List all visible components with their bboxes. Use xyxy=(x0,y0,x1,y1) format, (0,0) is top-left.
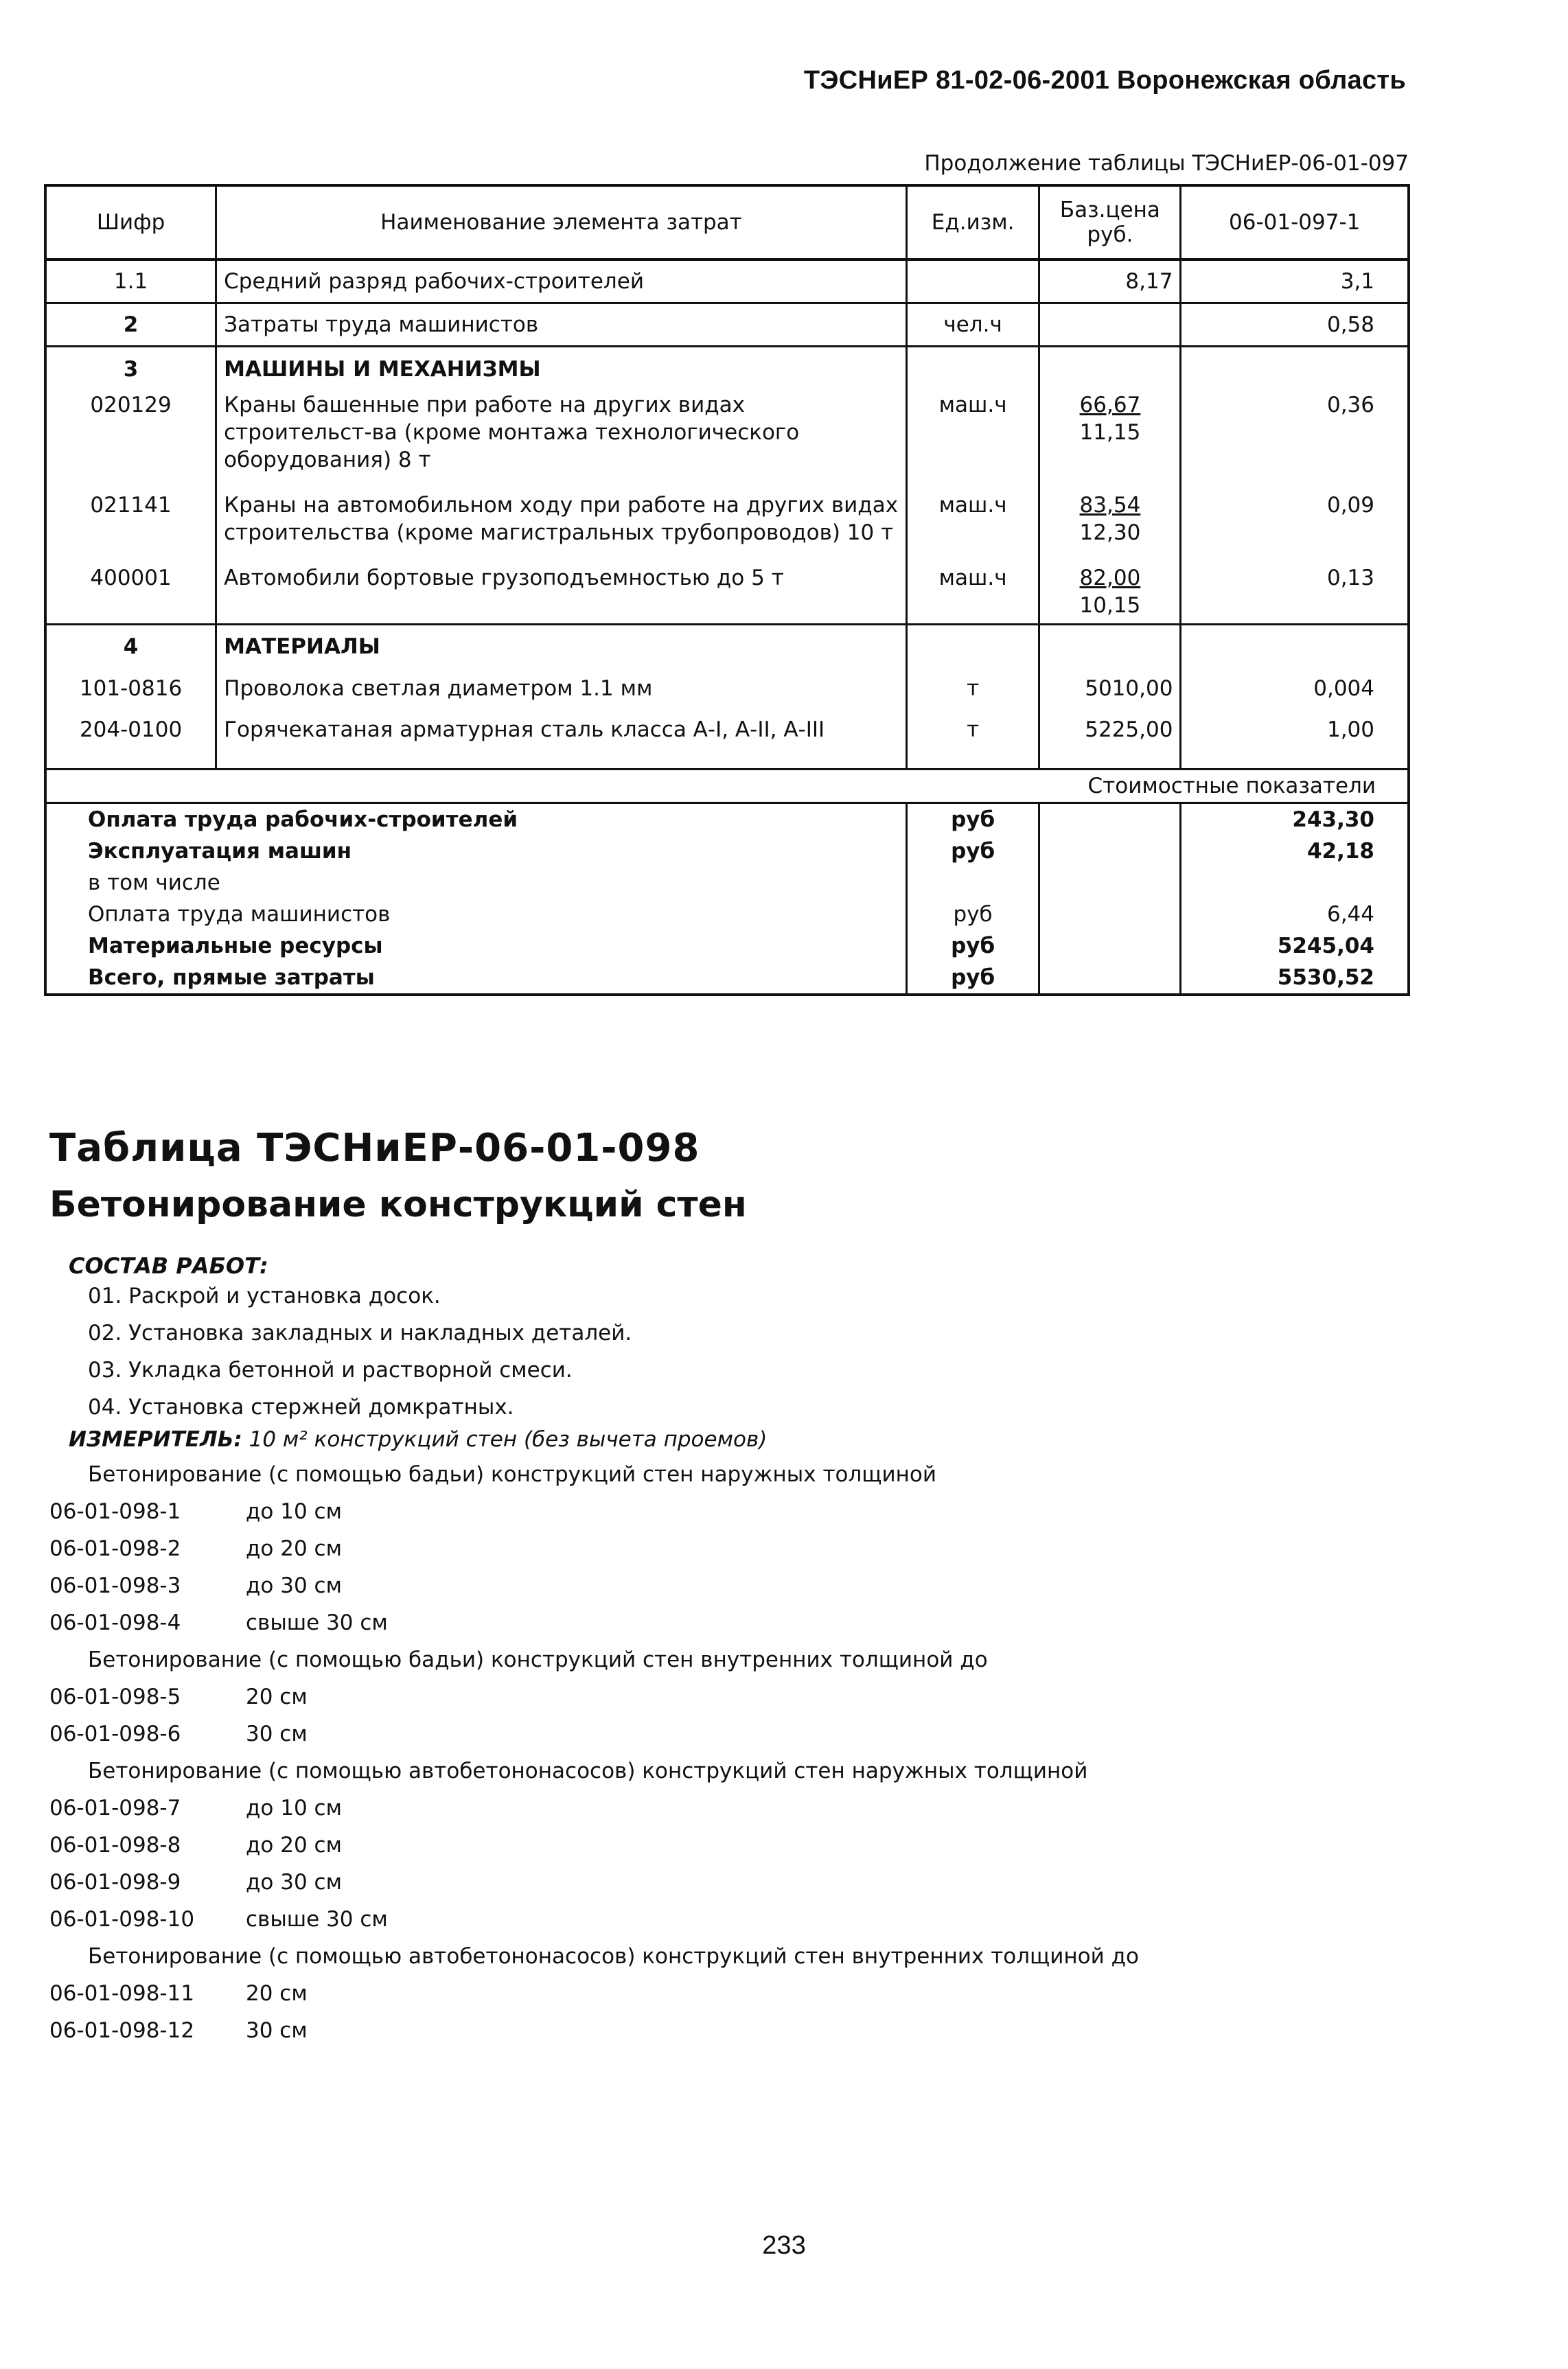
table-row xyxy=(45,625,1409,669)
list-item: 06-01-098-9 до 30 см xyxy=(49,1870,342,1895)
table-row xyxy=(45,492,1409,546)
row-price xyxy=(1039,303,1181,347)
summary-unit: руб xyxy=(906,835,1039,867)
row-value: 1,00 xyxy=(1181,709,1409,750)
work-item: 02. Установка закладных и накладных деталей. xyxy=(88,1321,632,1345)
row-unit: маш.ч xyxy=(906,564,1039,625)
col-header-name: Наименование элемента затрат xyxy=(216,185,907,259)
list-item: 06-01-098-7 до 10 см xyxy=(49,1796,342,1821)
col-header-price: Баз.цена руб. xyxy=(1039,185,1181,259)
page-number: 233 xyxy=(762,2231,806,2260)
list-item: 06-01-098-10 свыше 30 см xyxy=(49,1907,388,1932)
summary-row xyxy=(45,803,1409,836)
row-price: 66,67 11,15 xyxy=(1039,391,1181,474)
summary-row xyxy=(45,835,1409,867)
table-header-row xyxy=(45,185,1409,259)
table-row xyxy=(45,709,1409,750)
row-code: 2 xyxy=(45,303,216,347)
col-header-norm: 06-01-097-1 xyxy=(1181,185,1409,259)
summary-label: Эксплуатация машин xyxy=(45,835,906,867)
page-header: ТЭСНиЕР 81-02-06-2001 Воронежская область xyxy=(803,66,1406,95)
list-item: 06-01-098-1 до 10 см xyxy=(49,1499,342,1524)
col-header-unit: Ед.изм. xyxy=(906,185,1039,259)
summary-unit: руб xyxy=(906,930,1039,962)
summary-row xyxy=(45,962,1409,995)
row-value: 0,13 xyxy=(1181,564,1409,625)
measure-line xyxy=(69,1427,767,1452)
group-heading: Бетонирование (с помощью автобетононасосов) конструкций стен наружных толщиной xyxy=(88,1759,1088,1783)
row-code: 3 xyxy=(45,347,216,392)
row-unit xyxy=(906,259,1039,303)
summary-unit: руб xyxy=(906,899,1039,930)
summary-unit: руб xyxy=(906,803,1039,836)
table-row xyxy=(45,347,1409,392)
summary-unit: руб xyxy=(906,962,1039,995)
table-subtitle: Бетонирование конструкций стен xyxy=(49,1184,747,1225)
table-row xyxy=(45,668,1409,709)
table-row xyxy=(45,303,1409,347)
row-code: 400001 xyxy=(45,564,216,625)
row-code: 020129 xyxy=(45,391,216,474)
row-price: 5225,00 xyxy=(1039,709,1181,750)
summary-value: 243,30 xyxy=(1181,803,1409,836)
work-item: 01. Раскрой и установка досок. xyxy=(88,1284,441,1308)
summary-label: Материальные ресурсы xyxy=(45,930,906,962)
row-unit: чел.ч xyxy=(906,303,1039,347)
list-item: 06-01-098-8 до 20 см xyxy=(49,1833,342,1858)
section-title: МАШИНЫ И МЕХАНИЗМЫ xyxy=(216,347,907,392)
list-item: 06-01-098-12 30 см xyxy=(49,2018,308,2043)
list-item: 06-01-098-3 до 30 см xyxy=(49,1573,342,1598)
row-code: 101-0816 xyxy=(45,668,216,709)
row-unit: маш.ч xyxy=(906,492,1039,546)
work-item: 03. Укладка бетонной и растворной смеси. xyxy=(88,1358,573,1383)
list-item: 06-01-098-5 20 см xyxy=(49,1685,308,1709)
row-code: 204-0100 xyxy=(45,709,216,750)
list-item: 06-01-098-6 30 см xyxy=(49,1722,308,1746)
list-item: 06-01-098-4 свыше 30 см xyxy=(49,1610,388,1635)
summary-value: 5245,04 xyxy=(1181,930,1409,962)
row-value: 0,09 xyxy=(1181,492,1409,546)
group-heading: Бетонирование (с помощью бадьи) конструкций стен наружных толщиной xyxy=(88,1462,937,1487)
continuation-caption: Продолжение таблицы ТЭСНиЕР-06-01-097 xyxy=(924,151,1409,176)
group-heading: Бетонирование (с помощью автобетононасосов) конструкций стен внутренних толщиной до xyxy=(88,1944,1140,1969)
row-code: 4 xyxy=(45,625,216,669)
summary-row xyxy=(45,867,1409,899)
group-heading: Бетонирование (с помощью бадьи) конструкций стен внутренних толщиной до xyxy=(88,1648,988,1672)
measure-label: ИЗМЕРИТЕЛЬ: xyxy=(69,1427,242,1452)
table-row xyxy=(45,259,1409,303)
cost-indicators-header: Стоимостные показатели xyxy=(45,770,1409,803)
summary-value: 42,18 xyxy=(1181,835,1409,867)
row-value: 0,004 xyxy=(1181,668,1409,709)
section-title: МАТЕРИАЛЫ xyxy=(216,625,907,669)
summary-row xyxy=(45,899,1409,930)
list-item: 06-01-098-2 до 20 см xyxy=(49,1536,342,1561)
row-unit: т xyxy=(906,668,1039,709)
row-name: Краны башенные при работе на других видах строительст-ва (кроме монтажа технологического оборудования) 8 т xyxy=(216,391,907,474)
row-name: Краны на автомобильном ходу при работе на других видах строительства (кроме магистральных трубопроводов) 10 т xyxy=(216,492,907,546)
row-unit: маш.ч xyxy=(906,391,1039,474)
list-item: 06-01-098-11 20 см xyxy=(49,1981,308,2006)
summary-value: 6,44 xyxy=(1181,899,1409,930)
table-row xyxy=(45,564,1409,625)
row-name: Автомобили бортовые грузоподъемностью до 5 т xyxy=(216,564,907,625)
summary-label: Оплата труда рабочих-строителей xyxy=(45,803,906,836)
col-header-code: Шифр xyxy=(45,185,216,259)
row-name: Средний разряд рабочих-строителей xyxy=(216,259,907,303)
row-price: 8,17 xyxy=(1039,259,1181,303)
row-unit: т xyxy=(906,709,1039,750)
row-price: 82,00 10,15 xyxy=(1039,564,1181,625)
works-heading: СОСТАВ РАБОТ: xyxy=(69,1253,268,1279)
row-price: 83,54 12,30 xyxy=(1039,492,1181,546)
summary-label: Оплата труда машинистов xyxy=(45,899,906,930)
row-price: 5010,00 xyxy=(1039,668,1181,709)
row-value: 0,58 xyxy=(1181,303,1409,347)
resource-table xyxy=(44,184,1410,996)
summary-row xyxy=(45,930,1409,962)
row-name: Проволока светлая диаметром 1.1 мм xyxy=(216,668,907,709)
row-code: 021141 xyxy=(45,492,216,546)
row-name: Горячекатаная арматурная сталь класса А-I, А-II, А-III xyxy=(216,709,907,750)
measure-text: 10 м² конструкций стен (без вычета проемов) xyxy=(249,1427,768,1452)
summary-value: 5530,52 xyxy=(1181,962,1409,995)
summary-label: в том числе xyxy=(45,867,906,899)
row-value: 0,36 xyxy=(1181,391,1409,474)
summary-label: Всего, прямые затраты xyxy=(45,962,906,995)
row-code: 1.1 xyxy=(45,259,216,303)
row-name: Затраты труда машинистов xyxy=(216,303,907,347)
work-item: 04. Установка стержней домкратных. xyxy=(88,1395,514,1420)
table-row xyxy=(45,391,1409,474)
row-value: 3,1 xyxy=(1181,259,1409,303)
table-title: Таблица ТЭСНиЕР-06-01-098 xyxy=(49,1126,700,1170)
